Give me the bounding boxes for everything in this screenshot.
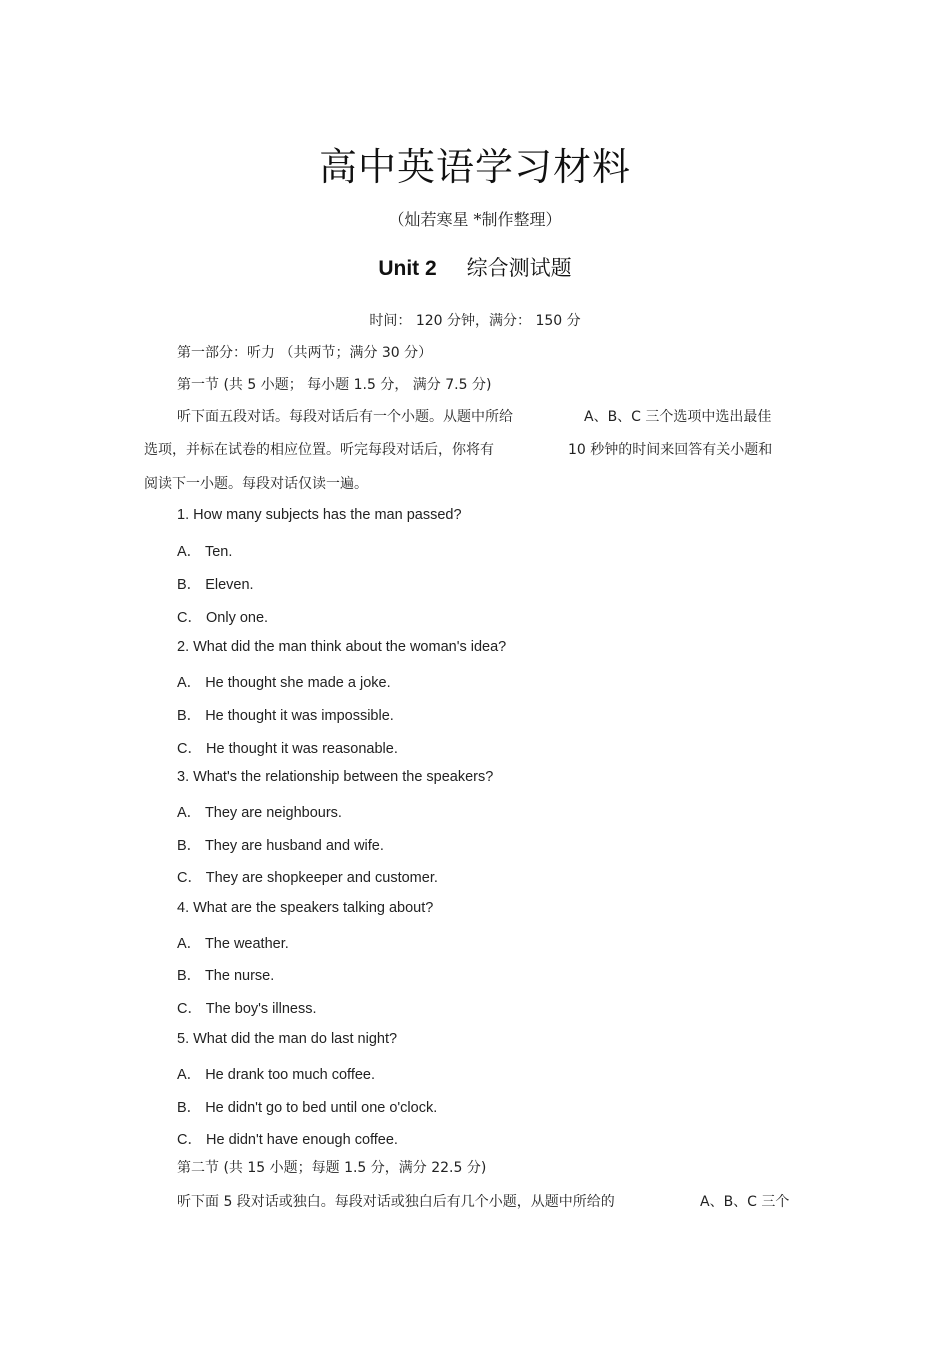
option-c: C． He didn't have enough coffee. <box>177 1132 398 1148</box>
question-stem: 2. What did the man think about the woman's idea? <box>177 639 507 655</box>
part1-heading: 第一部分：听力 （共两节；满分 30 分） <box>177 345 433 361</box>
question-stem: 1. How many subjects has the man passed? <box>177 507 462 523</box>
question-stem: 5. What did the man do last night? <box>177 1031 398 1047</box>
option-c: C． He thought it was reasonable. <box>177 741 398 757</box>
document-subtitle: （灿若寒星 *制作整理） <box>388 210 562 229</box>
section2-instruction-b: A、B、C 三个 <box>700 1194 790 1210</box>
document-title: 高中英语学习材料 <box>318 145 631 189</box>
unit-number: Unit 2 <box>378 257 437 280</box>
option-b: B． They are husband and wife. <box>177 838 384 854</box>
section2-instruction-a: 听下面 5 段对话或独白。每段对话或独白后有几个小题，从题中所给的 <box>177 1194 615 1210</box>
option-c: C． They are shopkeeper and customer. <box>177 870 438 886</box>
option-c: C． The boy's illness. <box>177 1001 317 1017</box>
option-b: B． He didn't go to bed until one o'clock. <box>177 1100 438 1116</box>
instruction-line-3: 阅读下一小题。每段对话仅读一遍。 <box>144 476 368 492</box>
option-a: A． He drank too much coffee. <box>177 1067 376 1083</box>
section1-heading: 第一节 (共 5 小题； 每小题 1.5 分， 满分 7.5 分) <box>177 377 492 393</box>
option-b: B． Eleven. <box>177 577 254 593</box>
option-a: A． He thought she made a joke. <box>177 675 391 691</box>
unit-name: 综合测试题 <box>466 256 572 280</box>
instruction-line-1a: 听下面五段对话。每段对话后有一个小题。从题中所给 <box>177 409 513 425</box>
question-stem: 4. What are the speakers talking about? <box>177 900 434 916</box>
unit-heading <box>0 252 950 282</box>
option-b: B． The nurse. <box>177 968 275 984</box>
question-stem: 3. What's the relationship between the speakers? <box>177 769 494 785</box>
instruction-line-2b: 10 秒钟的时间来回答有关小题和 <box>568 442 773 458</box>
option-a: A． Ten. <box>177 544 233 560</box>
option-c: C． Only one. <box>177 610 269 626</box>
instruction-line-2a: 选项，并标在试卷的相应位置。听完每段对话后，你将有 <box>144 442 494 458</box>
time-score-line: 时间： 120 分钟，满分： 150 分 <box>369 313 581 329</box>
instruction-line-1b: A、B、C 三个选项中选出最佳 <box>584 409 772 425</box>
option-a: A． They are neighbours. <box>177 805 342 821</box>
section2-heading: 第二节 (共 15 小题；每题 1.5 分，满分 22.5 分) <box>177 1160 487 1176</box>
option-a: A． The weather. <box>177 936 289 952</box>
option-b: B． He thought it was impossible. <box>177 708 394 724</box>
